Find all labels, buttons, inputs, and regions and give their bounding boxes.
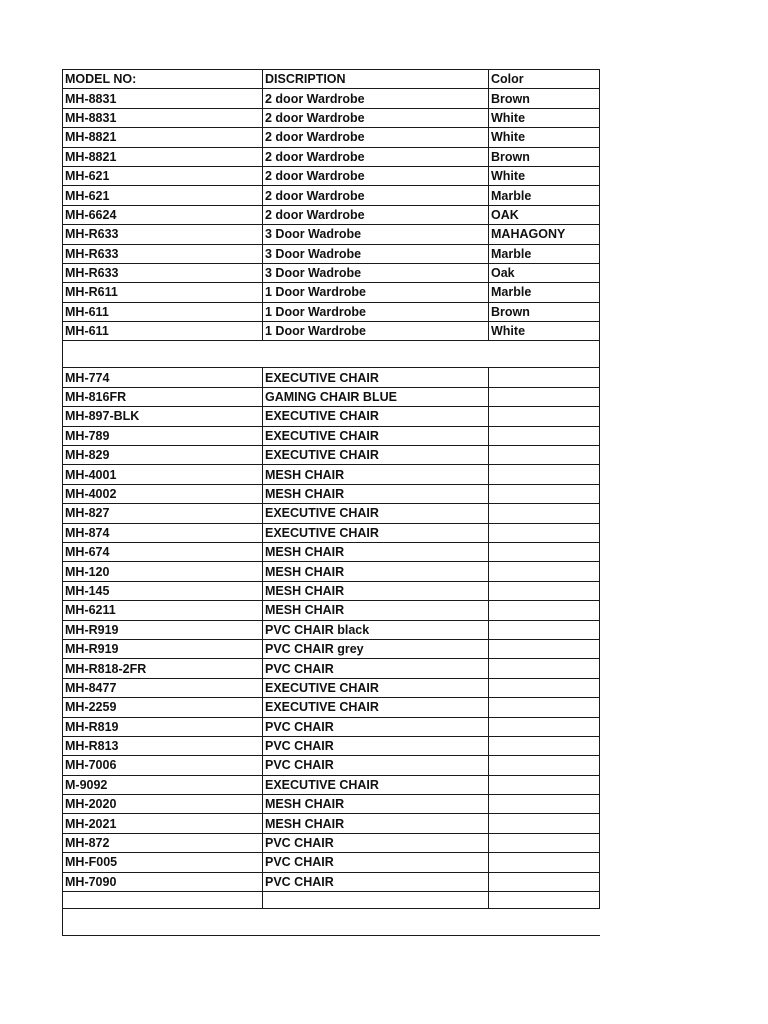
description-cell[interactable]: MESH CHAIR [263, 484, 489, 503]
wardrobe-row [63, 225, 600, 244]
chair-row [63, 717, 600, 736]
description-cell[interactable]: 1 Door Wardrobe [263, 322, 489, 341]
color-cell[interactable]: White [489, 128, 600, 147]
color-cell[interactable]: MAHAGONY [489, 225, 600, 244]
description-cell[interactable]: 2 door Wardrobe [263, 147, 489, 166]
model-cell[interactable]: MH-2259 [63, 698, 263, 717]
wardrobe-row [63, 147, 600, 166]
wardrobe-row [63, 89, 600, 108]
color-cell[interactable] [489, 795, 600, 814]
model-cell[interactable]: MH-774 [63, 368, 263, 387]
description-cell[interactable]: PVC CHAIR [263, 853, 489, 872]
description-cell[interactable]: EXECUTIVE CHAIR [263, 446, 489, 465]
description-cell[interactable]: EXECUTIVE CHAIR [263, 426, 489, 445]
model-cell[interactable]: MH-897-BLK [63, 407, 263, 426]
blank-row [63, 892, 600, 909]
description-cell[interactable]: MESH CHAIR [263, 562, 489, 581]
color-cell[interactable]: Brown [489, 302, 600, 321]
model-cell[interactable]: MH-6211 [63, 601, 263, 620]
color-cell[interactable] [489, 814, 600, 833]
model-cell[interactable]: MH-2021 [63, 814, 263, 833]
model-cell[interactable]: MH-2020 [63, 795, 263, 814]
model-cell[interactable]: MH-4001 [63, 465, 263, 484]
wardrobe-row [63, 244, 600, 263]
chair-row [63, 659, 600, 678]
model-cell[interactable]: MH-R919 [63, 639, 263, 658]
chair-row [63, 756, 600, 775]
color-cell[interactable] [489, 678, 600, 697]
chair-row [63, 639, 600, 658]
description-cell[interactable]: 1 Door Wardrobe [263, 302, 489, 321]
color-cell[interactable] [489, 775, 600, 794]
color-cell[interactable]: Brown [489, 147, 600, 166]
description-cell[interactable]: MESH CHAIR [263, 465, 489, 484]
wardrobe-row [63, 302, 600, 321]
description-cell[interactable]: PVC CHAIR grey [263, 639, 489, 658]
empty-cell[interactable] [489, 892, 600, 909]
chair-row [63, 678, 600, 697]
model-cell[interactable]: MH-7006 [63, 756, 263, 775]
model-cell[interactable]: MH-621 [63, 186, 263, 205]
color-cell[interactable] [489, 446, 600, 465]
chair-row [63, 368, 600, 387]
product-table [62, 69, 600, 936]
model-cell[interactable]: MH-145 [63, 581, 263, 600]
model-cell[interactable]: MH-8831 [63, 108, 263, 127]
header-row [63, 70, 600, 89]
description-cell[interactable]: PVC CHAIR [263, 833, 489, 852]
model-cell[interactable]: MH-R633 [63, 225, 263, 244]
chair-row [63, 872, 600, 891]
model-cell[interactable]: MH-R818-2FR [63, 659, 263, 678]
color-cell[interactable] [489, 601, 600, 620]
color-cell[interactable] [489, 484, 600, 503]
color-cell[interactable]: Marble [489, 186, 600, 205]
chair-row [63, 542, 600, 561]
chair-row [63, 484, 600, 503]
description-cell[interactable]: PVC CHAIR black [263, 620, 489, 639]
model-cell[interactable]: MH-789 [63, 426, 263, 445]
trailing-row [63, 909, 600, 936]
model-cell[interactable]: MH-R813 [63, 736, 263, 755]
description-cell[interactable]: 2 door Wardrobe [263, 89, 489, 108]
chair-row [63, 562, 600, 581]
color-cell[interactable] [489, 465, 600, 484]
model-header-cell[interactable]: MODEL NO: [63, 70, 263, 89]
model-cell[interactable]: MH-674 [63, 542, 263, 561]
color-cell[interactable] [489, 523, 600, 542]
color-cell[interactable] [489, 853, 600, 872]
description-cell[interactable]: MESH CHAIR [263, 795, 489, 814]
color-cell[interactable]: Marble [489, 283, 600, 302]
description-cell[interactable]: 1 Door Wardrobe [263, 283, 489, 302]
description-cell[interactable]: EXECUTIVE CHAIR [263, 368, 489, 387]
chair-row [63, 426, 600, 445]
model-cell[interactable]: MH-816FR [63, 387, 263, 406]
wardrobe-row [63, 128, 600, 147]
model-cell[interactable]: MH-611 [63, 322, 263, 341]
description-cell[interactable]: EXECUTIVE CHAIR [263, 678, 489, 697]
chair-row [63, 601, 600, 620]
empty-cell[interactable] [63, 341, 600, 368]
description-cell[interactable]: EXECUTIVE CHAIR [263, 698, 489, 717]
color-cell[interactable] [489, 736, 600, 755]
color-cell[interactable] [489, 698, 600, 717]
description-cell[interactable]: PVC CHAIR [263, 756, 489, 775]
model-cell[interactable]: MH-6624 [63, 205, 263, 224]
color-cell[interactable] [489, 562, 600, 581]
color-cell[interactable] [489, 717, 600, 736]
model-cell[interactable]: MH-8821 [63, 147, 263, 166]
model-cell[interactable]: MH-8821 [63, 128, 263, 147]
chair-row [63, 853, 600, 872]
model-cell[interactable]: MH-F005 [63, 853, 263, 872]
color-cell[interactable] [489, 387, 600, 406]
description-cell[interactable]: 2 door Wardrobe [263, 108, 489, 127]
wardrobe-row [63, 283, 600, 302]
model-cell[interactable]: MH-R919 [63, 620, 263, 639]
empty-cell[interactable] [263, 892, 489, 909]
chair-row [63, 833, 600, 852]
model-cell[interactable]: M-9092 [63, 775, 263, 794]
model-cell[interactable]: MH-8477 [63, 678, 263, 697]
chair-row [63, 775, 600, 794]
description-cell[interactable]: EXECUTIVE CHAIR [263, 775, 489, 794]
model-cell[interactable]: MH-R633 [63, 263, 263, 282]
color-cell[interactable] [489, 504, 600, 523]
color-cell[interactable]: White [489, 322, 600, 341]
chair-row [63, 795, 600, 814]
model-cell[interactable]: MH-4002 [63, 484, 263, 503]
chair-row [63, 736, 600, 755]
model-cell[interactable]: MH-R633 [63, 244, 263, 263]
color-header-cell[interactable]: Color [489, 70, 600, 89]
color-cell[interactable]: Marble [489, 244, 600, 263]
color-cell[interactable]: Oak [489, 263, 600, 282]
empty-cell[interactable] [63, 892, 263, 909]
chair-row [63, 620, 600, 639]
description-cell[interactable]: MESH CHAIR [263, 814, 489, 833]
description-cell[interactable]: 2 door Wardrobe [263, 186, 489, 205]
description-cell[interactable]: 2 door Wardrobe [263, 205, 489, 224]
description-cell[interactable]: 3 Door Wadrobe [263, 244, 489, 263]
model-cell[interactable]: MH-829 [63, 446, 263, 465]
color-cell[interactable]: Brown [489, 89, 600, 108]
wardrobe-row [63, 322, 600, 341]
table-body [63, 70, 600, 936]
chair-row [63, 814, 600, 833]
empty-cell[interactable] [63, 909, 600, 936]
color-cell[interactable] [489, 368, 600, 387]
chair-row [63, 504, 600, 523]
chair-row [63, 407, 600, 426]
wardrobe-row [63, 263, 600, 282]
description-cell[interactable]: PVC CHAIR [263, 659, 489, 678]
color-cell[interactable] [489, 833, 600, 852]
model-cell[interactable]: MH-7090 [63, 872, 263, 891]
wardrobe-row [63, 205, 600, 224]
description-cell[interactable]: MESH CHAIR [263, 601, 489, 620]
chair-row [63, 446, 600, 465]
color-cell[interactable] [489, 581, 600, 600]
description-cell[interactable]: PVC CHAIR [263, 736, 489, 755]
description-cell[interactable]: MESH CHAIR [263, 542, 489, 561]
chair-row [63, 387, 600, 406]
model-cell[interactable]: MH-8831 [63, 89, 263, 108]
model-cell[interactable]: MH-874 [63, 523, 263, 542]
chair-row [63, 581, 600, 600]
color-cell[interactable]: OAK [489, 205, 600, 224]
wardrobe-row [63, 108, 600, 127]
description-cell[interactable]: EXECUTIVE CHAIR [263, 407, 489, 426]
description-cell[interactable]: GAMING CHAIR BLUE [263, 387, 489, 406]
product-sheet [62, 69, 599, 936]
model-cell[interactable]: MH-621 [63, 166, 263, 185]
description-cell[interactable]: EXECUTIVE CHAIR [263, 504, 489, 523]
model-cell[interactable]: MH-872 [63, 833, 263, 852]
description-cell[interactable]: MESH CHAIR [263, 581, 489, 600]
color-cell[interactable] [489, 407, 600, 426]
description-cell[interactable]: 3 Door Wadrobe [263, 263, 489, 282]
color-cell[interactable] [489, 872, 600, 891]
model-cell[interactable]: MH-120 [63, 562, 263, 581]
color-cell[interactable] [489, 426, 600, 445]
color-cell[interactable] [489, 639, 600, 658]
model-cell[interactable]: MH-R819 [63, 717, 263, 736]
description-header-cell[interactable]: DISCRIPTION [263, 70, 489, 89]
chair-row [63, 698, 600, 717]
description-cell[interactable]: 3 Door Wadrobe [263, 225, 489, 244]
description-cell[interactable]: EXECUTIVE CHAIR [263, 523, 489, 542]
wardrobe-row [63, 186, 600, 205]
color-cell[interactable] [489, 756, 600, 775]
description-cell[interactable]: 2 door Wardrobe [263, 166, 489, 185]
color-cell[interactable] [489, 659, 600, 678]
model-cell[interactable]: MH-611 [63, 302, 263, 321]
chair-row [63, 465, 600, 484]
model-cell[interactable]: MH-827 [63, 504, 263, 523]
description-cell[interactable]: 2 door Wardrobe [263, 128, 489, 147]
color-cell[interactable] [489, 620, 600, 639]
wardrobe-row [63, 166, 600, 185]
section-spacer-row [63, 341, 600, 368]
color-cell[interactable]: White [489, 108, 600, 127]
color-cell[interactable]: White [489, 166, 600, 185]
description-cell[interactable]: PVC CHAIR [263, 717, 489, 736]
chair-row [63, 523, 600, 542]
description-cell[interactable]: PVC CHAIR [263, 872, 489, 891]
model-cell[interactable]: MH-R611 [63, 283, 263, 302]
color-cell[interactable] [489, 542, 600, 561]
